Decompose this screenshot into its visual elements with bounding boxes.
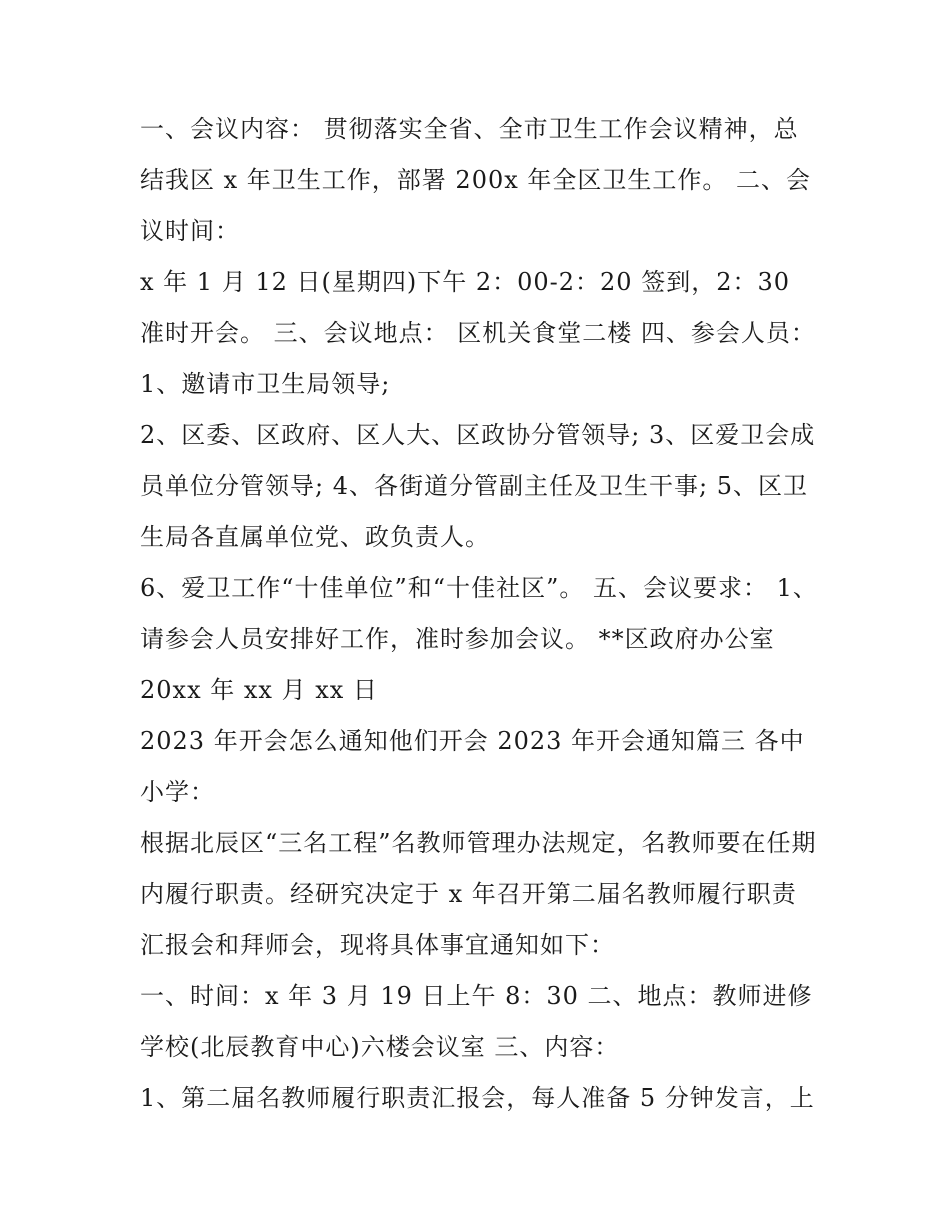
paragraph-meeting-content: 一、会议内容： 贯彻落实全省、全市卫生工作会议精神，总结我区 x 年卫生工作，部署 200x 年全区卫生工作。 二、会议时间： xyxy=(140,115,812,245)
paragraph-date: 20xx 年 xx 月 xx 日 xyxy=(140,676,378,704)
paragraph-requirements: 6、爱卫工作“十佳单位”和“十佳社区”。 五、会议要求： 1、请参会人员安排好工作，准时参加会议。 **区政府办公室 xyxy=(140,574,818,653)
paragraph-notice-intro: 根据北辰区“三名工程”名教师管理办法规定，名教师要在任期内履行职责。经研究决定于 x 年召开第二届名教师履行职责汇报会和拜师会，现将具体事宜通知如下： xyxy=(140,829,817,959)
paragraph-time-location: 一、时间：x 年 3 月 19 日上午 8：30 二、地点：教师进修学校(北辰教育中心)六楼会议室 三、内容： xyxy=(140,982,813,1061)
document-body xyxy=(140,104,820,1124)
paragraph-notice-title: 2023 年开会怎么通知他们开会 2023 年开会通知篇三 各中小学： xyxy=(140,727,805,806)
paragraph-agenda-item-1: 1、第二届名教师履行职责汇报会，每人准备 5 分钟发言，上 xyxy=(140,1084,815,1112)
paragraph-meeting-time: x 年 1 月 12 日(星期四)下午 2：00-2：20 签到，2：30 准时开会。 三、会议地点： 区机关食堂二楼 四、参会人员： 1、邀请市卫生局领导; xyxy=(140,268,816,398)
paragraph-attendees: 2、区委、区政府、区人大、区政协分管领导; 3、区爱卫会成员单位分管领导; 4、各街道分管副主任及卫生干事; 5、区卫生局各直属单位党、政负责人。 xyxy=(140,421,816,551)
